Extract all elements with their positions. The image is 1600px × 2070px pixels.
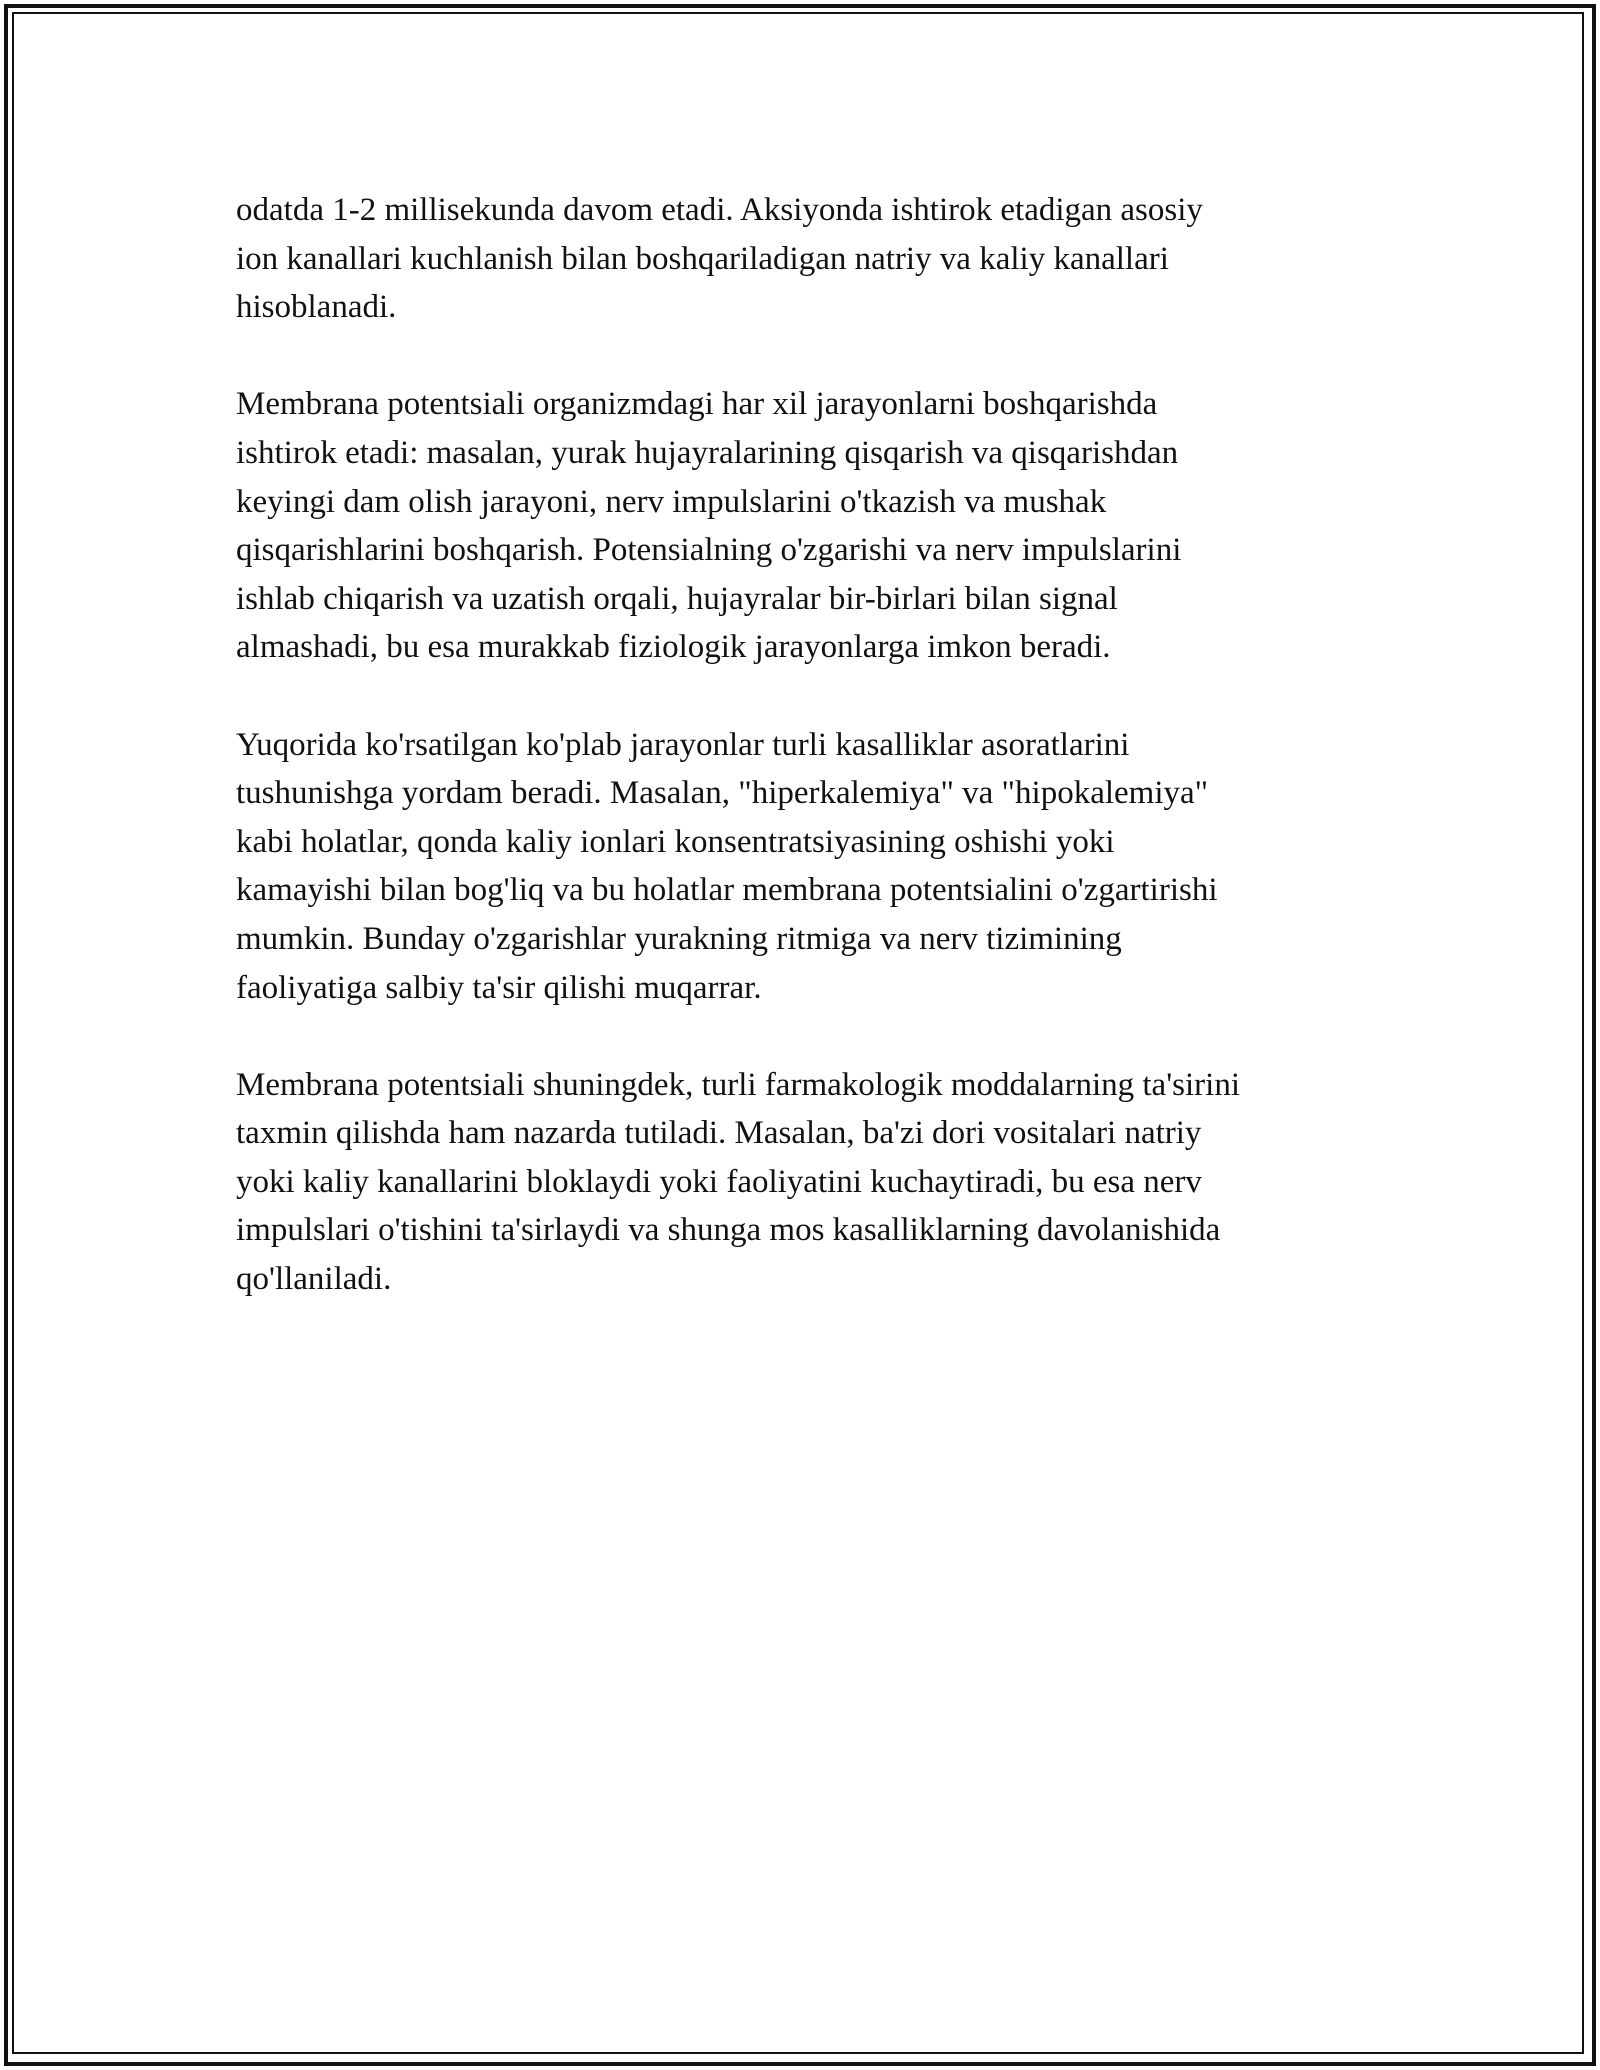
paragraph-4 xyxy=(236,1061,1376,1304)
text-line: qisqarishlarini boshqarish. Potensialning o'zgarishi va nerv impulslarini xyxy=(236,532,1182,569)
text-line: yoki kaliy kanallarini bloklaydi yoki faoliyatini kuchaytiradi, bu esa nerv xyxy=(236,1163,1202,1200)
text-line: Yuqorida ko'rsatilgan ko'plab jarayonlar turli kasalliklar asoratlarini xyxy=(236,726,1130,763)
paragraph-3 xyxy=(236,721,1376,1013)
text-line: tushunishga yordam beradi. Masalan, "hiperkalemiya" va "hipokalemiya" xyxy=(236,775,1209,812)
text-line: kabi holatlar, qonda kaliy ionlari konsentratsiyasining oshishi yoki xyxy=(236,823,1115,860)
text-line: faoliyatiga salbiy ta'sir qilishi muqarrar. xyxy=(236,969,762,1006)
text-line: ion kanallari kuchlanish bilan boshqariladigan natriy va kaliy kanallari xyxy=(236,240,1169,277)
document-body xyxy=(236,186,1376,1352)
text-line: ishtirok etadi: masalan, yurak hujayralarining qisqarish va qisqarishdan xyxy=(236,434,1179,471)
paragraph-1 xyxy=(236,186,1376,332)
text-line: almashadi, bu esa murakkab fiziologik jarayonlarga imkon beradi. xyxy=(236,629,1111,666)
text-line: keyingi dam olish jarayoni, nerv impulslarini o'tkazish va mushak xyxy=(236,483,1107,520)
paragraph-2 xyxy=(236,380,1376,672)
text-line: kamayishi bilan bog'liq va bu holatlar membrana potentsialini o'zgartirishi xyxy=(236,872,1218,909)
text-line: qo'llaniladi. xyxy=(236,1261,392,1298)
text-line: hisoblanadi. xyxy=(236,289,397,326)
text-line: Membrana potentsiali organizmdagi har xil jarayonlarni boshqarishda xyxy=(236,386,1158,423)
text-line: impulslari o'tishini ta'sirlaydi va shunga mos kasalliklarning davolanishida xyxy=(236,1212,1221,1249)
text-line: taxmin qilishda ham nazarda tutiladi. Masalan, ba'zi dori vositalari natriy xyxy=(236,1115,1202,1152)
text-line: mumkin. Bunday o'zgarishlar yurakning ritmiga va nerv tizimining xyxy=(236,920,1122,957)
text-line: Membrana potentsiali shuningdek, turli farmakologik moddalarning ta'sirini xyxy=(236,1066,1240,1103)
text-line: odatda 1-2 millisekunda davom etadi. Aksiyonda ishtirok etadigan asosiy xyxy=(236,192,1203,228)
text-line: ishlab chiqarish va uzatish orqali, hujayralar bir-birlari bilan signal xyxy=(236,580,1118,617)
